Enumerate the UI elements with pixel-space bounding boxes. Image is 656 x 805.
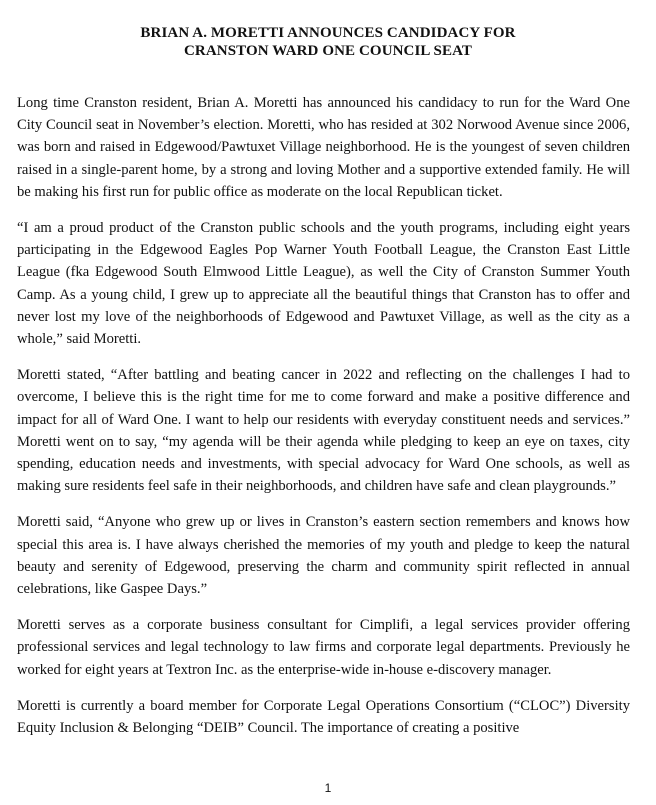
paragraph-announcement: Long time Cranston resident, Brian A. Moretti has announced his candidacy to run for the Ward One City Council seat in November’s election. Moretti, who has resided at 302 Norwood Avenue since 2006, was born and raised in Edgewood/Pawtuxet Village neighborhood. He is the youngest of seven children raised in a single-parent home, by a strong and loving Mother and a supportive extended family. He will be making his first run for public office as moderate on the local Republican ticket.: [17, 95, 630, 200]
paragraph-career: Moretti serves as a corporate business consultant for Cimplifi, a legal services provider offering professional services and legal technology to law firms and corporate legal departments. Previously he worked for eight years at Textron Inc. as the enterprise-wide in-house e-discovery manager.: [17, 617, 630, 678]
paragraph-board-membership: Moretti is currently a board member for Corporate Legal Operations Consortium (“CLOC”) Diversity Equity Inclusion & Belonging “DEIB” Council. The importance of creating a positive: [17, 697, 630, 737]
document-body: [17, 92, 630, 753]
paragraph-edgewood-quote: Moretti said, “Anyone who grew up or lives in Cranston’s eastern section remembers and knows how special this area is. I have always cherished the memories of my youth and pledge to keep the natural beauty and serenity of Edgewood, preserving the charm and community spirit reflected in annual celebrations, like Gaspee Days.”: [17, 514, 630, 598]
paragraph-agenda-quote: Moretti stated, “After battling and beating cancer in 2022 and reflecting on the challenges I had to overcome, I believe this is the right time for me to come forward and make a positive difference and impact for all of Ward One. I want to help our residents with everyday constituent needs and services.” Moretti went on to say, “my agenda will be their agenda while pledging to keep an eye on taxes, city spending, education needs and investments, with special advocacy for Ward One schools, as well as making sure residents feel safe in their neighborhoods, and children have safe and clean playgrounds.”: [17, 367, 630, 495]
paragraph-background-quote: “I am a proud product of the Cranston public schools and the youth programs, including eight years participating in the Edgewood Eagles Pop Warner Youth Football League, the Cranston East Little League (fka Edgewood South Elmwood Little League), as well the City of Cranston Summer Youth Camp. As a young child, I grew up to appreciate all the beautiful things that Cranston has to offer and never lost my love of the neighborhoods of Edgewood and Pawtuxet Village, as well as the city as a whole,” said Moretti.: [17, 220, 630, 348]
title-line-1: BRIAN A. MORETTI ANNOUNCES CANDIDACY FOR: [140, 25, 516, 41]
page-number: 1: [324, 781, 332, 795]
title-line-2: CRANSTON WARD ONE COUNCIL SEAT: [183, 43, 473, 59]
press-release-title: [0, 24, 656, 60]
